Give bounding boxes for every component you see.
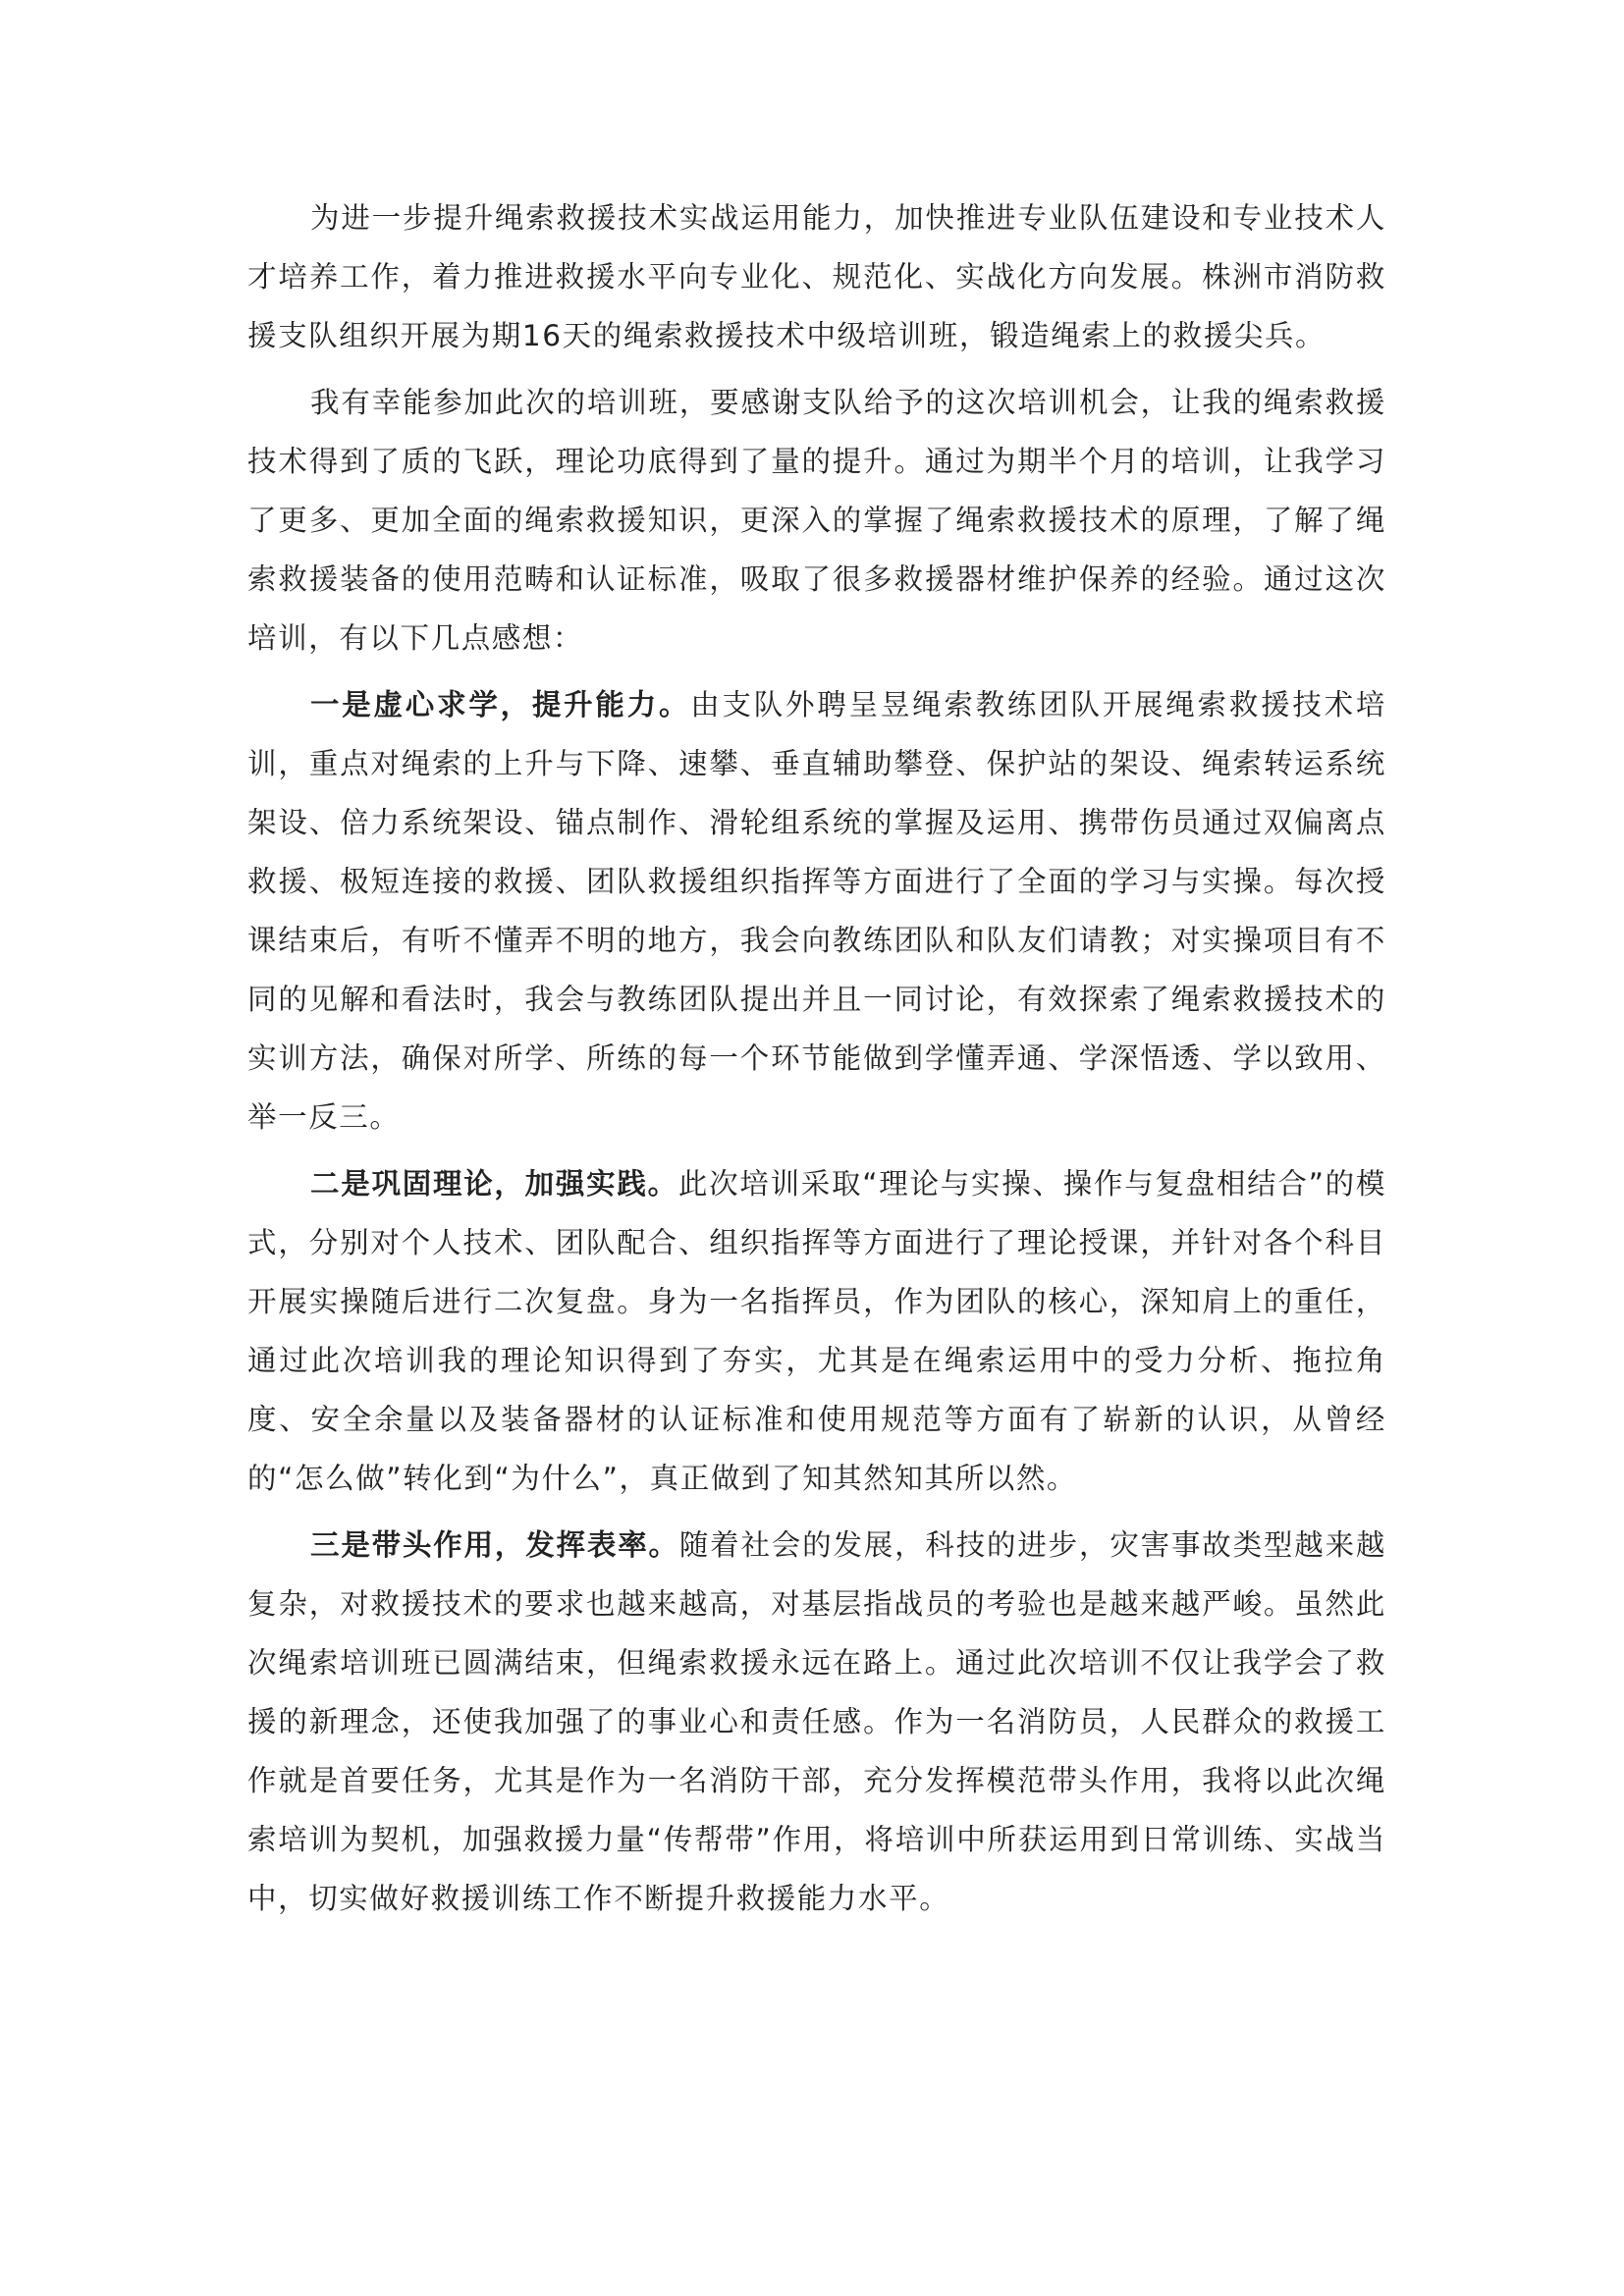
paragraph-lead: 二是巩固理论，加强实践。 <box>310 1167 678 1201</box>
paragraph-point-two <box>247 1154 1386 1508</box>
paragraph-text: 我有幸能参加此次的培训班，要感谢支队给予的这次培训机会，让我的绳索救援技术得到了质的飞跃，理论功底得到了量的提升。通过为期半个月的培训，让我学习了更多、更加全面的绳索救援知识，更深入的掌握了绳索救援技术的原理，了解了绳索救援装备的使用范畴和认证标准，吸取了很多救援器材维护保养的经验。通过这次培训，有以下几点感想： <box>247 386 1386 655</box>
paragraph-text: 此次培训采取“理论与实操、操作与复盘相结合”的模式，分别对个人技术、团队配合、组织指挥等方面进行了理论授课，并针对各个科目开展实操随后进行二次复盘。身为一名指挥员，作为团队的核心，深知肩上的重任，通过此次培训我的理论知识得到了夯实，尤其是在绳索运用中的受力分析、拖拉角度、安全余量以及装备器材的认证标准和使用规范等方面有了崭新的认识，从曾经的“怎么做”转化到“为什么”，真正做到了知其然知其所以然。 <box>247 1167 1386 1495</box>
paragraph-intro <box>247 188 1386 365</box>
paragraph-text: 由支队外聘呈昱绳索教练团队开展绳索救援技术培训，重点对绳索的上升与下降、速攀、垂直辅助攀登、保护站的架设、绳索转运系统架设、倍力系统架设、锚点制作、滑轮组系统的掌握及运用、携带伤员通过双偏离点救援、极短连接的救援、团队救援组织指挥等方面进行了全面的学习与实操。每次授课结束后，有听不懂弄不明的地方，我会向教练团队和队友们请教；对实操项目有不同的见解和看法时，我会与教练团队提出并且一同讨论，有效探索了绳索救援技术的实训方法，确保对所学、所练的每一个环节能做到学懂弄通、学深悟透、学以致用、举一反三。 <box>247 688 1386 1134</box>
paragraph-gratitude <box>247 373 1386 667</box>
paragraph-lead: 三是带头作用，发挥表率。 <box>310 1528 679 1562</box>
document-body <box>247 188 1386 1928</box>
paragraph-text: 随着社会的发展，科技的进步，灾害事故类型越来越复杂，对救援技术的要求也越来越高，对基层指战员的考验也是越来越严峻。虽然此次绳索培训班已圆满结束，但绳索救援永远在路上。通过此次培训不仅让我学会了救援的新理念，还使我加强了的事业心和责任感。作为一名消防员，人民群众的救援工作就是首要任务，尤其是作为一名消防干部，充分发挥模范带头作用，我将以此次绳索培训为契机，加强救援力量“传帮带”作用，将培训中所获运用到日常训练、实战当中，切实做好救援训练工作不断提升救援能力水平。 <box>247 1528 1386 1915</box>
paragraph-point-three <box>247 1516 1386 1928</box>
paragraph-lead: 一是虚心求学，提升能力。 <box>310 688 691 721</box>
paragraph-text: 为进一步提升绳索救援技术实战运用能力，加快推进专业队伍建设和专业技术人才培养工作，着力推进救援水平向专业化、规范化、实战化方向发展。株洲市消防救援支队组织开展为期16天的绳索救援技术中级培训班，锻造绳索上的救援尖兵。 <box>247 201 1386 352</box>
paragraph-point-one <box>247 675 1386 1147</box>
